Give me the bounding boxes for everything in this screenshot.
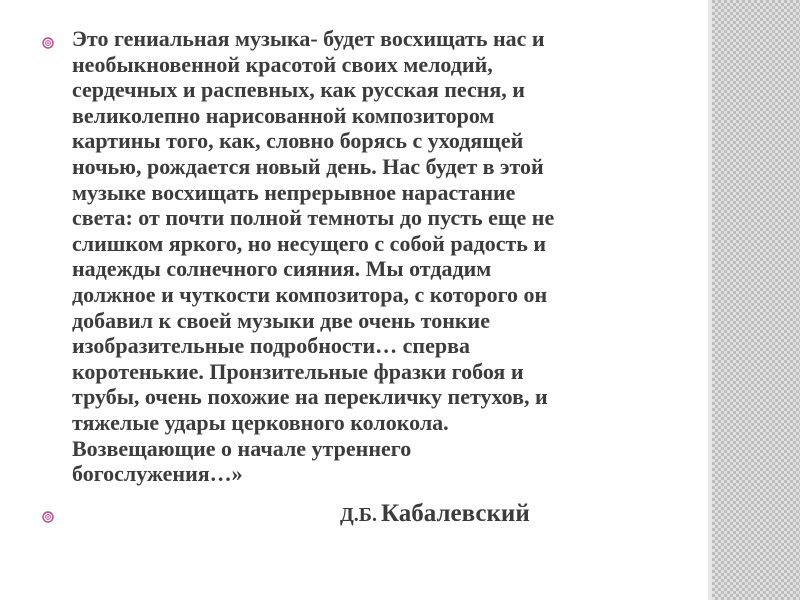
author-surname: Кабалевский [380, 500, 530, 527]
author-initials: Д.Б. [340, 504, 377, 526]
circle-bullet-icon [42, 511, 54, 523]
quote-paragraph: Это гениальная музыка- будет восхищать нас и необыкновенной красотой своих мелодий, сердечных и распевных, как русская песня, и великолепно нарисованной композитором картины того, как, словно борясь с уходящей ночью, рождается новый день. Нас будет в этой музыке восхищать непрерывное нарастание света: от почти полной темноты до пусть еще не слишком яркого, но несущего с собой радость и надежды солнечного сияния. Мы отдадим должное и чуткости композитора, с которого он добавил к своей музыки две очень тонкие изобразительные подробности… сперва коротенькие. Пронзительные фразки гобоя и трубы, очень похожие на перекличку петухов, и тяжелые удары церковного колокола. Возвещающие о начале утреннего богослужения…» [72, 26, 555, 487]
side-pattern-band [712, 0, 800, 600]
quote-author [340, 500, 530, 528]
circle-bullet-icon [42, 37, 54, 49]
